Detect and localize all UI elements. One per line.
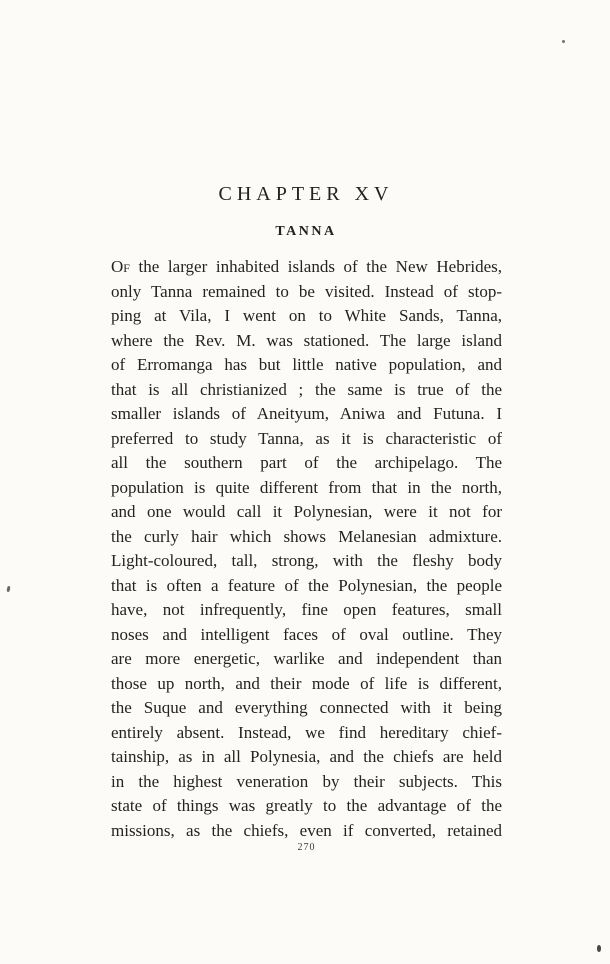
text-line: only Tanna remained to be visited. Instead of stop- [111,281,502,301]
page-number: 270 [297,842,316,853]
text-line: tainship, as in all Polynesia, and the chiefs are held [111,747,502,766]
text-line: where the Rev. M. was stationed. The large island [111,330,502,350]
text-line: preferred to study Tanna, as it is characteristic of [111,428,502,448]
text-line: all the southern part of the archipelago. The [111,453,502,472]
text-line: missions, as the chiefs, even if converted, retained [111,820,502,840]
scan-speck-left [6,586,10,592]
text-line: population is quite different from that in the north, [111,477,502,497]
body-text [111,255,502,843]
scan-speck-top-right [562,40,565,43]
text-line: are more energetic, warlike and independent than [111,649,502,668]
text-line: have, not infrequently, fine open features, small [111,600,502,619]
text-line: of Erromanga has but little native population, and [111,355,502,374]
text-line: the curly hair which shows Melanesian admixture. [111,526,502,546]
text-line: the Suque and everything connected with it being [111,698,502,717]
text-line: entirely absent. Instead, we find hereditary chief- [111,722,502,742]
text-line: Light-coloured, tall, strong, with the fleshy body [111,551,502,570]
text-line: that is all christianized ; the same is true of the [111,379,502,399]
text-line: smaller islands of Aneityum, Aniwa and Futuna. I [111,404,502,423]
text-line: noses and intelligent faces of oval outline. They [111,624,502,644]
text-line: in the highest veneration by their subjects. This [111,771,502,791]
text-line: Of the larger inhabited islands of the New Hebrides, [111,257,502,276]
lead-word: Of [111,257,130,276]
text-line: ping at Vila, I went on to White Sands, Tanna, [111,306,502,325]
text-line: that is often a feature of the Polynesian, the people [111,575,502,595]
section-title: TANNA [275,224,337,239]
text-line: those up north, and their mode of life is different, [111,673,502,693]
chapter-heading: CHAPTER XV [218,183,394,205]
text-line: state of things was greatly to the advantage of the [111,796,502,815]
scan-speck-bottom-right [597,945,601,952]
text-line: and one would call it Polynesian, were it not for [111,502,502,521]
